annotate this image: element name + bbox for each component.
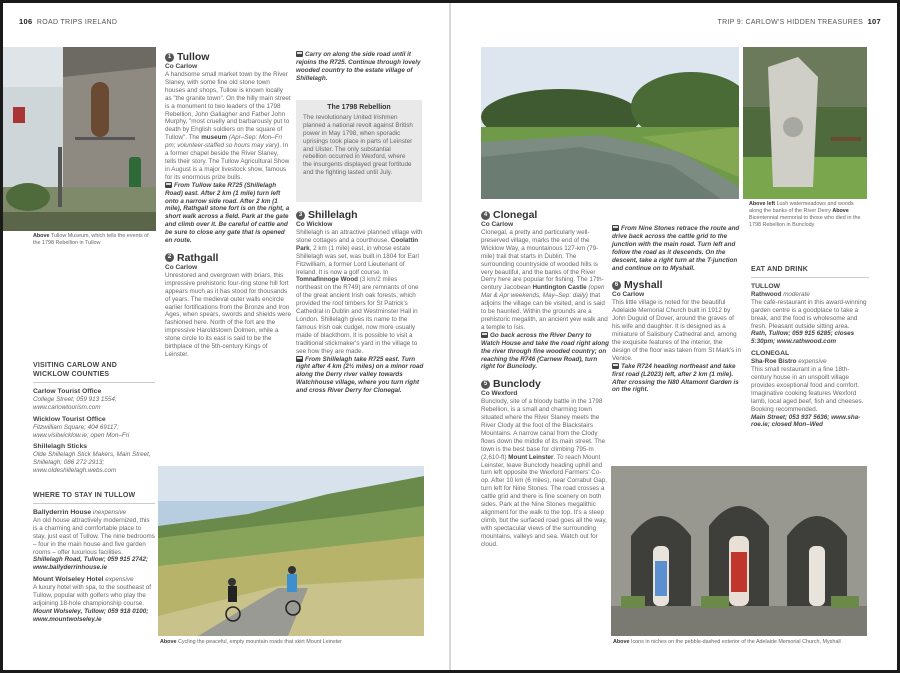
opening-hours: (open Mar & Apr weekends, May–Sep: daily) [481, 284, 605, 300]
eat-town: TULLOW [751, 283, 781, 290]
running-head-title: TRIP 9: CARLOW'S HIDDEN TREASURES [717, 19, 864, 26]
restaurant-price: moderate [783, 290, 810, 298]
caption-label: Above [33, 233, 50, 239]
caption-text: Tullow Museum, which tells the events of the 1798 Rebellion in Tullow [33, 233, 149, 246]
site-county: Co Carlow [612, 291, 645, 299]
body-text: Bunclody, site of a bloody battle in the 1798 Rebellion, is a small and charming town situated where the River Slaney meets the River Clody at the foot of the Blackstairs Mountains. A narrow canal from the Clody flows down the middle of its main street. The town is the best base for climbing 795-m (2,610-ft) [481, 398, 606, 461]
highlight-museum: museum [201, 134, 228, 142]
body-text: that adjoins the village can be visited, and is said to be haunted. Within the grounds are a prehistoric megalith, an ancient yew walk and a temple to Isis. [481, 292, 608, 331]
visiting-heading: VISITING CARLOW AND WICKLOW COUNTIES [33, 361, 155, 383]
hotel-price: inexpensive [92, 509, 127, 516]
boxout-text: The revolutionary United Irishmen planned a national revolt against British power in May 1798, when sporadic uprisings took place in parts of Leinster and Ulster. The only substantial rebellion occurred in Wexford, where the insurgents displayed great fortitude and the fighting lasted until July. [303, 113, 413, 177]
site-county: Co Carlow [165, 63, 198, 70]
visiting-detail: Olde Shillelagh Stick Makers, Main Street, Shillelagh; 086 272 2913; www.oldeshillelagh.webs.com [33, 451, 151, 475]
hotel-name: Mount Wolseley Hotel [33, 576, 104, 584]
site-name: Myshall [624, 279, 663, 292]
site-county: Co Carlow [481, 221, 514, 228]
drive-text: From Shillelagh take R725 east. Turn right after 4 km (2½ miles) on a minor road along the Derry river valley towards Watchhouse village, where you turn right and cross River Derry for Clonegal. [296, 355, 424, 395]
car-icon [612, 225, 619, 231]
page-number: 107 [867, 17, 881, 26]
drive-text: Go back across the River Derry to Watch House and take the road right along the river through fine wooded country; on reaching the R746 (Carnew Road), turn right for Bunclody. [481, 331, 609, 371]
restaurant-name: Sha-Roe Bistro [751, 358, 797, 366]
stay-sidebar [33, 491, 155, 624]
site-number-icon: 3 [296, 211, 305, 220]
site-name: Shillelagh [308, 209, 358, 221]
visiting-name: Shillelagh Sticks [33, 443, 88, 451]
car-icon [165, 182, 172, 188]
highlight-mount-leinster: Mount Leinster [508, 453, 554, 461]
restaurant-name: Rathwood [751, 290, 782, 298]
eat-drink-sidebar [751, 265, 869, 429]
caption-text: Bicentennial memorial to those who died in the 1798 Rebellion in Bunclody [749, 215, 861, 228]
memorial-photo [743, 47, 867, 199]
hotel-name: Ballyderrin House [33, 509, 92, 516]
boxout-title: The 1798 Rebellion [327, 104, 391, 111]
drive-directions [296, 51, 424, 83]
site-body [296, 229, 424, 356]
body-text: Clonegal, a pretty and particularly well-preserved village, marks the end of the Wicklow Way, a mountainous 127-km (79-mile) trail that starts in Dublin. The surrounding countryside of wooded hills is very beautiful, and the banks of the River Derry here are popular for fishing. The 17th-century Jacobean [481, 229, 604, 292]
site-number-icon: 6 [612, 281, 621, 290]
caption-text: Cycling the peaceful, empty mountain roads that skirt Mount Leinster [177, 639, 342, 645]
column-clonegal-bunclody [481, 209, 609, 549]
rebellion-boxout [296, 100, 422, 202]
site-body [481, 229, 609, 332]
running-head-right [718, 17, 881, 26]
site-body: Unrestored and overgrown with briars, this impressive prehistoric four-ring stone hill fort appears much as it has stood for thousands of years. The medieval outer walls encircle earlier fortifications from the Bronze and Iron Ages, when spears, swords and shields were fashioned here. North of the fort are the impressive Haroldstown Dolmen, while a stone circle to its east is said to be the birthplace of the 5th-century Kings of Leinster. [165, 271, 292, 358]
running-head-title: ROAD TRIPS IRELAND [36, 19, 118, 26]
caption-label: Above left [749, 201, 776, 207]
opening-hours: (Apr–Sep: Mon–Fri pm; volunteer-staffed so hours may vary) [165, 134, 283, 150]
drive-text: From Tullow take R725 (Shillelagh Road) east. After 2 km (1 mile) turn left onto a narrow side road. After 2 km (1 mile), Rathgall stone fort is on the right, a short walk across a field. Park at the gate and climb over it. Be careful of cattle and be sure to close any gate that is opened en route. [165, 181, 290, 245]
site-heading-shillelagh [296, 209, 424, 221]
eat-heading: EAT AND DRINK [751, 265, 869, 278]
restaurant-description: The café-restaurant in this award-winning garden centre is a goodplace to take a break, and the food is wholesome and fresh. Pleasant outside sitting area. [751, 298, 867, 330]
site-name: Clonegal [493, 209, 538, 221]
visiting-name: Carlow Tourist Office [33, 388, 102, 395]
body-text: (3 km/2 miles northeast on the R749) are remnants of one of the great ancient Irish oak forests, which provided the roof timbers for St Patrick's Cathedral in Dublin and Westminster Hall in London. Shillelagh gives its name to the famous Irish oak cudgel, now more usually made of blackthorn. It is possible to visit a traditional stickmaker's yard in the village to see how they are made. [296, 276, 419, 355]
hotel-contact: Mount Wolseley, Tullow; 059 918 0100; www.mountwolseley.ie [33, 607, 149, 623]
drive-directions [612, 363, 742, 395]
car-icon [296, 356, 303, 362]
site-body [481, 398, 609, 548]
car-icon [296, 51, 303, 57]
caption-label: Above [160, 639, 177, 645]
running-head-left [19, 17, 117, 26]
site-heading-tullow [165, 51, 291, 63]
drive-text: Carry on along the side road until it rejoins the R725. Continue through lovely wooded country to the estate village of Shillelagh. [296, 51, 421, 82]
restaurant-description: This small restaurant in a fine 18th-century house in an unspoilt village provides exceptional food and comfort. Imaginative cooking features Wexford lamb, local aged beef, fish and cheeses. Booking recommended. [751, 366, 864, 413]
site-heading-myshall [612, 279, 742, 291]
column-myshall [612, 209, 742, 394]
site-body: This little village is noted for the beautiful Adelaide Memorial Church built in 1912 by John Duguid of Dover, around the graves of his wife and daughter. It is designed as a miniature of Salisbury Cathedral and, among the exquisite features of the interior, the design of the floor was taken from St Mark's in Venice. [612, 299, 741, 362]
visiting-name: Wicklow Tourist Office [33, 415, 106, 423]
drive-directions [296, 356, 424, 396]
body-text: . In a former chapel beside the River Slaney, tells their story. The Tullow Agricultural Show in August is a major livestock show, famous for its enormous prize bulls. [165, 142, 290, 181]
hotel-description: An old house attractively modernized, this is a charming and comfortable place to stay, just east of Tullow. The nine bedrooms – four in the main house and five garden rooms – offer luxurious facilities. [33, 516, 155, 556]
eat-town: CLONEGAL [751, 350, 790, 358]
visiting-sidebar [33, 361, 155, 475]
highlight-coolattin: Coolattin Park [296, 236, 419, 252]
site-heading-rathgall [165, 252, 291, 264]
hotel-price: expensive [105, 576, 134, 584]
car-icon [612, 363, 619, 369]
highlight-tomnafinnoge: Tomnafinnoge Wood [296, 276, 359, 284]
drive-text: From Nine Stones retrace the route and drive back across the cattle grid to the junction with the main road. Turn left and follow the road as it descends. On the descent, take a right turn at the T-junction and continue on to Myshall. [612, 225, 740, 272]
visiting-detail: College Street; 059 913 1554; www.carlowtourism.com [33, 395, 117, 411]
church-caption [613, 639, 869, 646]
stay-heading: WHERE TO STAY IN TULLOW [33, 491, 155, 504]
site-county: Co Wicklow [296, 221, 333, 228]
top-photos-caption [749, 201, 867, 229]
site-name: Tullow [177, 51, 210, 63]
site-number-icon: 4 [481, 211, 490, 220]
drive-directions [165, 182, 291, 245]
body-text: , 2 km (1 mile) east, in whose estate Shillelagh was set, was built in 1804 for Earl Fitzwilliam, a former Lord Lieutenant of Ireland. It is now a golf course. In [296, 244, 419, 276]
highlight-huntington: Huntington Castle [532, 284, 587, 292]
site-name: Bunclody [493, 378, 541, 391]
site-number-icon: 2 [165, 253, 174, 262]
left-page [3, 3, 449, 670]
hotel-description: A luxury hotel with spa, to the southeast of Tullow, popular with golfers who play the adjoining 18-hole championship course. [33, 584, 151, 607]
car-icon [481, 332, 488, 338]
column-shillelagh-body [296, 209, 424, 395]
site-heading-clonegal [481, 209, 609, 221]
column-shillelagh [296, 51, 424, 83]
caption-label: Above [832, 208, 849, 214]
tullow-museum-photo [3, 47, 156, 231]
cycling-photo [158, 466, 424, 636]
site-heading-bunclody [481, 378, 609, 390]
site-body [165, 71, 291, 182]
drive-directions [612, 225, 742, 272]
hotel-contact: Shillelagh Road, Tullow; 059 915 2742; www.ballyderrinhouse.ie [33, 556, 149, 572]
site-number-icon: 5 [481, 380, 490, 389]
cycling-caption [160, 639, 424, 646]
church-icons-photo [611, 466, 867, 636]
body-text: Shillelagh is an attractive planned village with stone cottages and a courthouse. [296, 229, 423, 244]
page-number: 106 [19, 17, 33, 26]
restaurant-contact: Main Street; 053 937 5636; www.sha-roe.ie; closed Mon–Wed [751, 413, 861, 429]
right-page [451, 3, 897, 670]
caption-text: Lush watermeadows and woods along the banks of the River Derry [749, 201, 854, 214]
site-name: Rathgall [177, 251, 219, 264]
site-county: Co Wexford [481, 390, 518, 398]
river-derry-photo [481, 47, 739, 199]
drive-directions [481, 332, 609, 372]
drive-text: Take R724 heading northeast and take first road (L2023) left, after 2 km (1 mile). After crossing the N80 Altamont Garden is on the right. [612, 362, 739, 394]
site-county: Co Carlow [165, 263, 198, 271]
restaurant-price: expensive [798, 358, 827, 366]
body-text: . To reach Mount Leinster, leave Bunclody heading uphill and turn left opposite the Wexford Farmers' Co-op. After 10 km (6 miles), near Corrabut Gap, turn left for Nine Stones. The road crosses a cattle grid and there is fine scenery on both sides. Park at the Nine Stones megalithic alignment for the walk to the top. It's a steep climb, but the surfaced road goes all the way, with spectacular views of the surrounding mountains, valleys and sea. Watch out for cloud. [481, 453, 607, 548]
site-number-icon: 1 [165, 53, 174, 62]
museum-caption [33, 233, 153, 247]
column-tullow-rathgall [165, 51, 291, 359]
caption-text: Icons in niches on the pebble-dashed exterior of the Adelaide Memorial Church, Myshall [630, 639, 841, 645]
visiting-detail: Fitzwilliam Square; 404 69117; www.visitwicklow.ie; open Mon–Fri [33, 423, 130, 439]
body-text: A handsome small market town by the River Slaney, with some fine old stone town houses and shops, Tullow is known locally as "the granite town". On the hilly main street is a monument to two leaders of the 1798 Rebellion, John Gallagher and Father John Murphy, "most cruelly and barbarously put to death by English soldiers on the square of Tullow". The [165, 71, 291, 142]
caption-label: Above [613, 639, 630, 645]
restaurant-contact: Rath, Tullow; 059 915 6285; closes 5:30pm; www.rathwood.com [751, 330, 855, 346]
